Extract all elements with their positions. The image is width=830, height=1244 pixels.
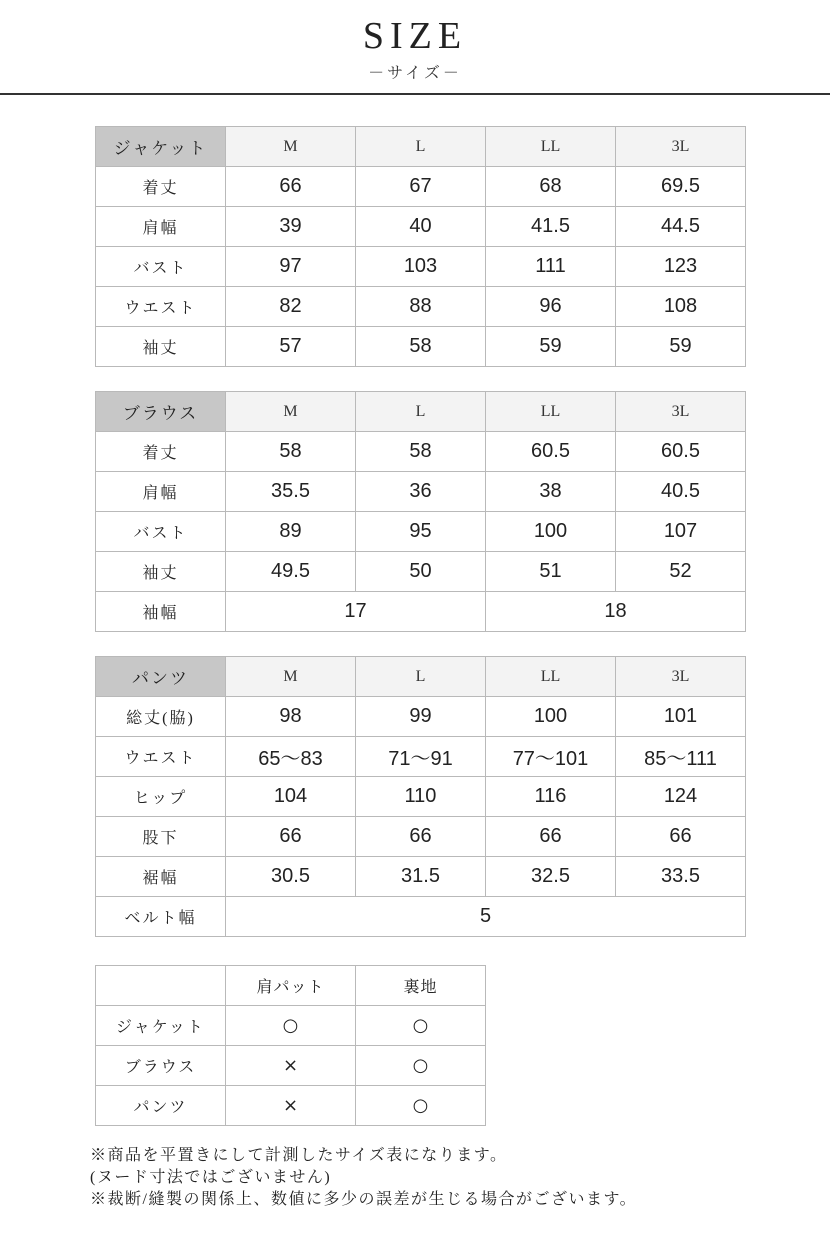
size-header: L [356, 127, 486, 167]
cell-value: 50 [356, 552, 486, 592]
cell-value: 66 [486, 817, 616, 857]
cell-value: 124 [616, 777, 746, 817]
notes [90, 1145, 637, 1211]
cell-value: 51 [486, 552, 616, 592]
row-label: ベルト幅 [96, 897, 226, 937]
cell-value: 65〜83 [226, 737, 356, 777]
cell-value: 89 [226, 512, 356, 552]
cell-value: 82 [226, 287, 356, 327]
row-label: 肩幅 [96, 207, 226, 247]
row-label: ヒップ [96, 777, 226, 817]
cell-value: 110 [356, 777, 486, 817]
table-row [96, 472, 746, 512]
features-table [95, 965, 486, 1126]
table-row [96, 287, 746, 327]
size-header: 3L [616, 127, 746, 167]
table-row [96, 592, 746, 632]
cell-value: 97 [226, 247, 356, 287]
pants-size-table [95, 656, 746, 937]
cell-value: 107 [616, 512, 746, 552]
row-label: 袖丈 [96, 552, 226, 592]
cell-value: 36 [356, 472, 486, 512]
note-line: ※商品を平置きにして計測したサイズ表になります。 [90, 1147, 508, 1164]
cell-value: 60.5 [616, 432, 746, 472]
cell-value: 111 [486, 247, 616, 287]
cell-value: 17 [226, 592, 486, 632]
page-subtitle: －サイズ－ [368, 65, 462, 82]
table-row [96, 167, 746, 207]
column-header: 肩パット [226, 966, 356, 1006]
table-name: ジャケット [96, 127, 226, 167]
cell-value: 33.5 [616, 857, 746, 897]
cell-value: 5 [226, 897, 746, 937]
cell-value: 67 [356, 167, 486, 207]
cell-value: 101 [616, 697, 746, 737]
table-row [96, 1086, 486, 1126]
cell-value: 40 [356, 207, 486, 247]
cell-value: 98 [226, 697, 356, 737]
size-header: LL [486, 657, 616, 697]
table-row [96, 207, 746, 247]
cell-value: 66 [356, 817, 486, 857]
size-header: 3L [616, 657, 746, 697]
row-label: ジャケット [96, 1006, 226, 1046]
size-header: LL [486, 127, 616, 167]
table-row [96, 512, 746, 552]
feature-mark: ○ [356, 1086, 486, 1126]
cell-value: 66 [616, 817, 746, 857]
table-row [96, 432, 746, 472]
cell-value: 18 [486, 592, 746, 632]
row-label: ブラウス [96, 1046, 226, 1086]
cell-value: 108 [616, 287, 746, 327]
cell-value: 38 [486, 472, 616, 512]
cell-value: 58 [226, 432, 356, 472]
table-row [96, 247, 746, 287]
cell-value: 100 [486, 512, 616, 552]
cell-value: 52 [616, 552, 746, 592]
cell-value: 49.5 [226, 552, 356, 592]
row-label: 肩幅 [96, 472, 226, 512]
title-divider [0, 93, 830, 95]
cell-value: 69.5 [616, 167, 746, 207]
table-row [96, 1046, 486, 1086]
cell-value: 66 [226, 817, 356, 857]
cell-value: 88 [356, 287, 486, 327]
row-label: 総丈(脇) [96, 697, 226, 737]
size-header: M [226, 657, 356, 697]
table-row [96, 327, 746, 367]
jacket-size-table [95, 126, 746, 367]
table-header-row [96, 127, 746, 167]
cell-value: 59 [486, 327, 616, 367]
size-header: M [226, 127, 356, 167]
table-name: パンツ [96, 657, 226, 697]
column-header: 裏地 [356, 966, 486, 1006]
table-header-row [96, 966, 486, 1006]
table-row [96, 777, 746, 817]
cell-value: 35.5 [226, 472, 356, 512]
cell-value: 30.5 [226, 857, 356, 897]
cell-value: 31.5 [356, 857, 486, 897]
table-row [96, 697, 746, 737]
row-label: 股下 [96, 817, 226, 857]
row-label: ウエスト [96, 737, 226, 777]
table-row [96, 857, 746, 897]
cell-value: 103 [356, 247, 486, 287]
cell-value: 41.5 [486, 207, 616, 247]
note-line: (ヌード寸法ではございません) [90, 1169, 332, 1186]
cell-value: 58 [356, 432, 486, 472]
row-label: バスト [96, 247, 226, 287]
row-label: 袖幅 [96, 592, 226, 632]
feature-mark: ○ [226, 1006, 356, 1046]
table-header-row [96, 657, 746, 697]
cell-value: 40.5 [616, 472, 746, 512]
feature-mark: ○ [356, 1006, 486, 1046]
size-header: 3L [616, 392, 746, 432]
row-label: パンツ [96, 1086, 226, 1126]
row-label: 裾幅 [96, 857, 226, 897]
note-line: ※裁断/縫製の関係上、数値に多少の誤差が生じる場合がございます。 [90, 1191, 638, 1208]
table-row [96, 1006, 486, 1046]
row-label: バスト [96, 512, 226, 552]
row-label: 着丈 [96, 167, 226, 207]
size-header: LL [486, 392, 616, 432]
empty-corner-cell [96, 966, 226, 1006]
cell-value: 96 [486, 287, 616, 327]
row-label: 着丈 [96, 432, 226, 472]
cell-value: 39 [226, 207, 356, 247]
table-header-row [96, 392, 746, 432]
cell-value: 85〜111 [616, 737, 746, 777]
table-name: ブラウス [96, 392, 226, 432]
cell-value: 116 [486, 777, 616, 817]
cell-value: 59 [616, 327, 746, 367]
feature-mark: ○ [356, 1046, 486, 1086]
table-row [96, 737, 746, 777]
table-row [96, 552, 746, 592]
cell-value: 58 [356, 327, 486, 367]
table-row [96, 897, 746, 937]
cell-value: 100 [486, 697, 616, 737]
feature-mark: × [226, 1046, 356, 1086]
table-row [96, 817, 746, 857]
size-header: L [356, 657, 486, 697]
cell-value: 44.5 [616, 207, 746, 247]
size-header: L [356, 392, 486, 432]
cell-value: 71〜91 [356, 737, 486, 777]
cell-value: 32.5 [486, 857, 616, 897]
cell-value: 99 [356, 697, 486, 737]
cell-value: 123 [616, 247, 746, 287]
feature-mark: × [226, 1086, 356, 1126]
size-header: M [226, 392, 356, 432]
cell-value: 77〜101 [486, 737, 616, 777]
cell-value: 104 [226, 777, 356, 817]
cell-value: 60.5 [486, 432, 616, 472]
cell-value: 66 [226, 167, 356, 207]
cell-value: 68 [486, 167, 616, 207]
row-label: 袖丈 [96, 327, 226, 367]
row-label: ウエスト [96, 287, 226, 327]
cell-value: 95 [356, 512, 486, 552]
blouse-size-table [95, 391, 746, 632]
page-title: SIZE [362, 15, 468, 57]
cell-value: 57 [226, 327, 356, 367]
